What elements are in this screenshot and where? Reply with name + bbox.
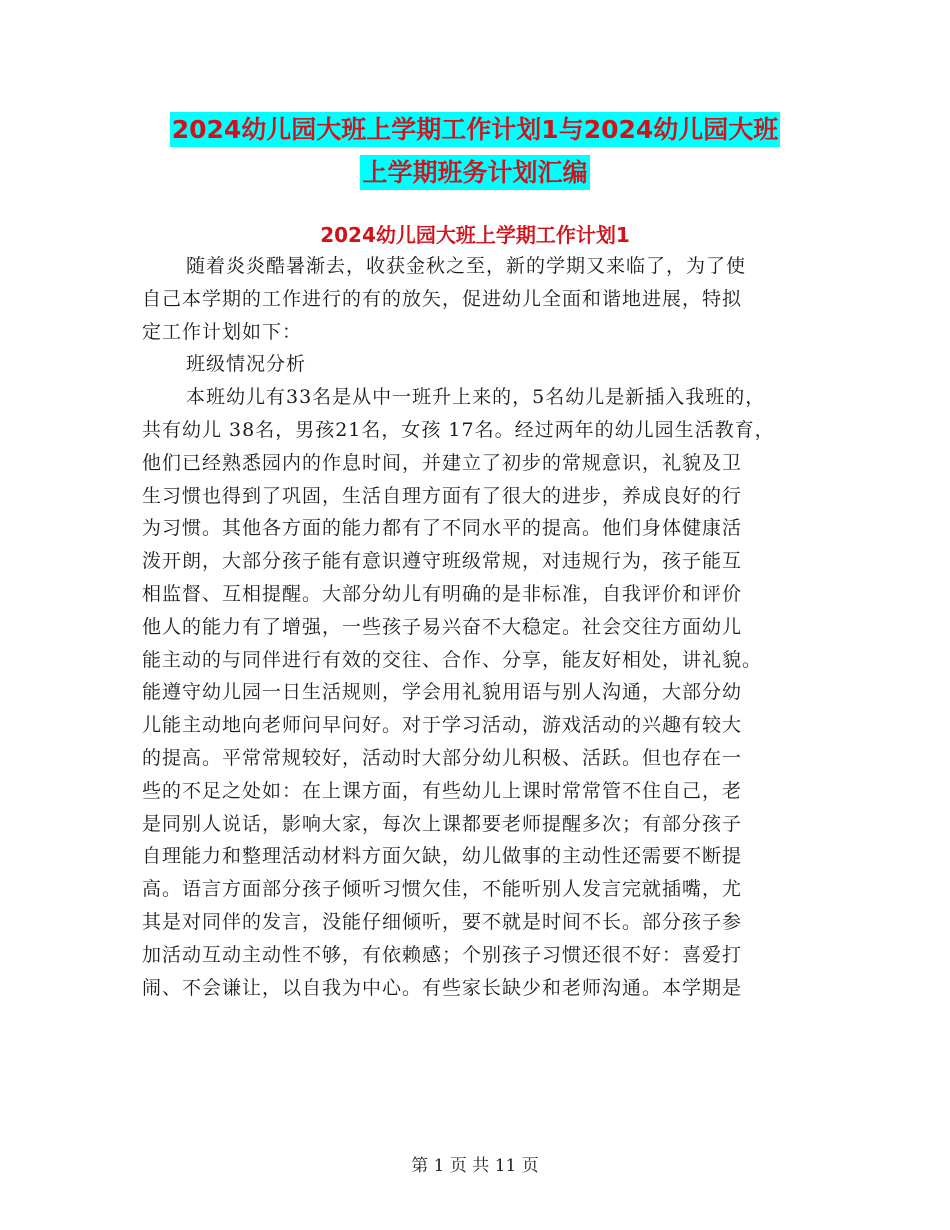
section-title: 2024幼儿园大班上学期工作计划1 [320,223,630,247]
paragraph-line: 高。语言方面部分孩子倾听习惯欠佳，不能听别人发言完就插嘴，尤 [142,878,743,901]
body-text [142,250,822,1004]
paragraph-line: 泼开朗，大部分孩子能有意识遵守班级常规，对违规行为，孩子能互 [142,550,743,573]
paragraph-line: 些的不足之处如：在上课方面，有些幼儿上课时常常管不住自己，老 [142,779,743,802]
page-footer: 第 1 页 共 11 页 [411,1156,539,1176]
paragraph-line: 本班幼儿有33名是从中一班升上来的，5名幼儿是新插入我班的， [186,386,766,409]
paragraph-line: 自己本学期的工作进行的有的放矢，促进幼儿全面和谐地进展，特拟 [142,287,743,310]
paragraph-line: 闹、不会谦让，以自我为中心。有些家长缺少和老师沟通。本学期是 [142,976,743,999]
paragraph-line: 相监督、互相提醒。大部分幼儿有明确的是非标准，自我评价和评价 [142,582,743,605]
main-title-line-2-text: 上学期班务计划汇编 [360,155,589,190]
paragraph-line: 为习惯。其他各方面的能力都有了不同水平的提高。他们身体健康活 [142,517,743,540]
main-title-line-1-text: 2024幼儿园大班上学期工作计划1与2024幼儿园大班 [170,112,781,147]
main-title-line-2 [0,158,950,188]
paragraph-line: 是同别人说话，影响大家，每次上课都要老师提醒多次；有部分孩子 [142,812,743,835]
paragraph-line: 自理能力和整理活动材料方面欠缺，幼儿做事的主动性还需要不断提 [142,845,743,868]
paragraph-line: 能主动的与同伴进行有效的交往、合作、分享，能友好相处，讲礼貌。 [142,648,763,671]
paragraph-line: 随着炎炎酷暑渐去，收获金秋之至，新的学期又来临了，为了使 [186,255,747,277]
paragraph-line: 他们已经熟悉园内的作息时间，并建立了初步的常规意识，礼貌及卫 [142,451,743,474]
paragraph-line: 他人的能力有了增强，一些孩子易兴奋不大稳定。社会交往方面幼儿 [142,615,743,638]
paragraph-line: 加活动互动主动性不够，有依赖感；个别孩子习惯还很不好：喜爱打 [142,943,743,966]
paragraph-line: 共有幼儿 38名，男孩21名，女孩 17名。经过两年的幼儿园生活教育， [142,418,775,441]
paragraph-line: 的提高。平常常规较好，活动时大部分幼儿积极、活跃。但也存在一 [142,746,743,769]
main-title-line-1 [0,115,950,145]
paragraph-line: 定工作计划如下： [142,320,303,343]
paragraph-line: 儿能主动地向老师问早问好。对于学习活动，游戏活动的兴趣有较大 [142,714,743,737]
section-heading: 班级情况分析 [186,353,307,376]
paragraph-line: 其是对同伴的发言，没能仔细倾听，要不就是时间不长。部分孩子参 [142,910,743,933]
paragraph-line: 能遵守幼儿园一日生活规则，学会用礼貌用语与别人沟通，大部分幼 [142,681,743,704]
paragraph-line: 生习惯也得到了巩固，生活自理方面有了很大的进步，养成良好的行 [142,484,743,507]
